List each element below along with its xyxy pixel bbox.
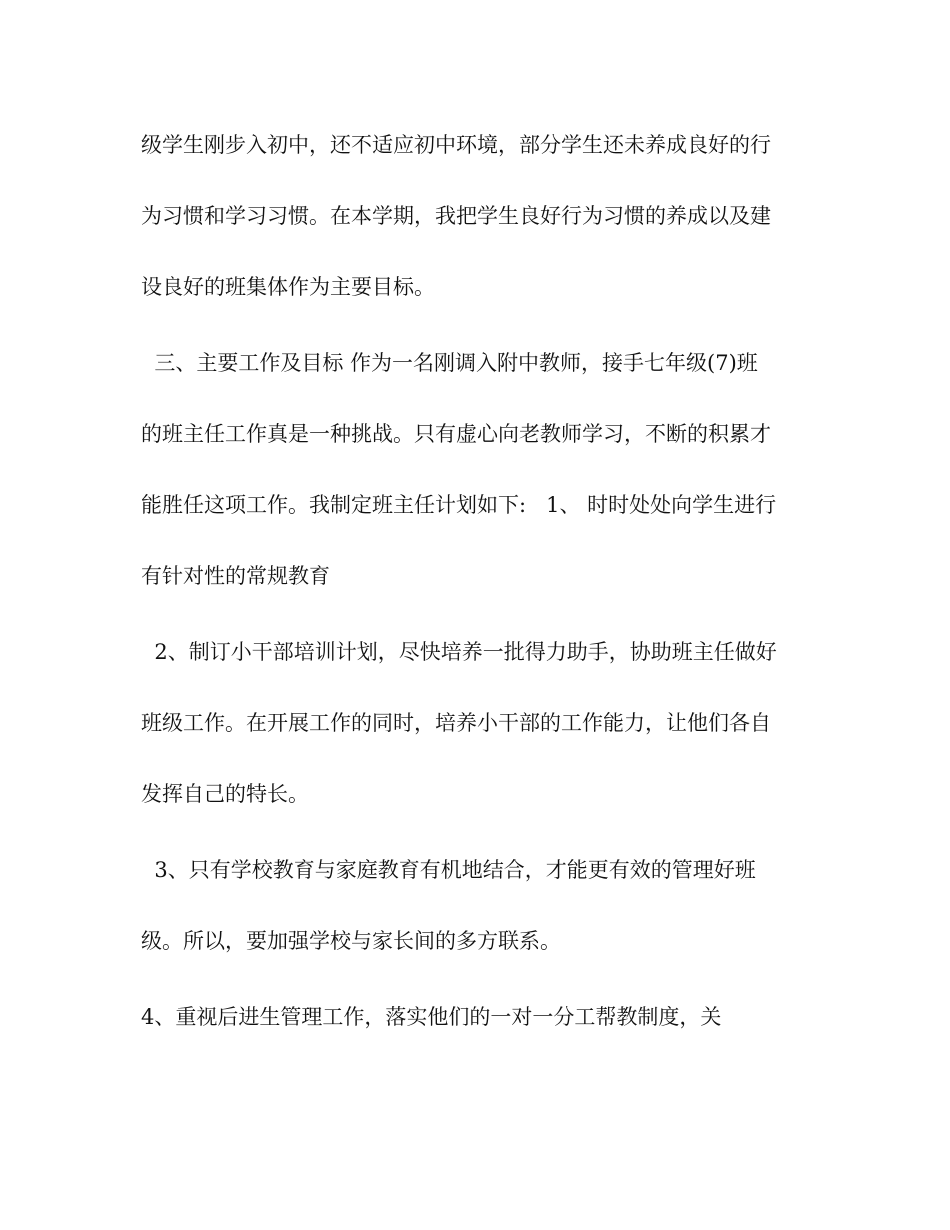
- text-line: 2、制订小干部培训计划，尽快培养一批得力助手，协助班主任做好: [141, 640, 777, 664]
- text-line: 4、重视后进生管理工作，落实他们的一对一分工帮教制度，关: [141, 1005, 722, 1029]
- text-line: 的班主任工作真是一种挑战。只有虚心向老教师学习，不断的积累才: [141, 422, 771, 446]
- text-line: 级。所以，要加强学校与家长间的多方联系。: [141, 929, 561, 953]
- text-line: 能胜任这项工作。我制定班主任计划如下: 1、 时时处处向学生进行: [141, 493, 777, 517]
- text-line: 级学生刚步入初中，还不适应初中环境，部分学生还未养成良好的行: [141, 133, 771, 157]
- text-line: 3、只有学校教育与家庭教育有机地结合，才能更有效的管理好班: [141, 858, 756, 882]
- text-line: 为习惯和学习习惯。在本学期，我把学生良好行为习惯的养成以及建: [141, 204, 771, 228]
- text-line: 发挥自己的特长。: [141, 782, 309, 806]
- text-line: 三、主要工作及目标 作为一名刚调入附中教师，接手七年级(7)班: [141, 351, 758, 375]
- text-line: 设良好的班集体作为主要目标。: [141, 275, 435, 299]
- text-line: 班级工作。在开展工作的同时，培养小干部的工作能力，让他们各自: [141, 711, 771, 735]
- text-line: 有针对性的常规教育: [141, 564, 330, 588]
